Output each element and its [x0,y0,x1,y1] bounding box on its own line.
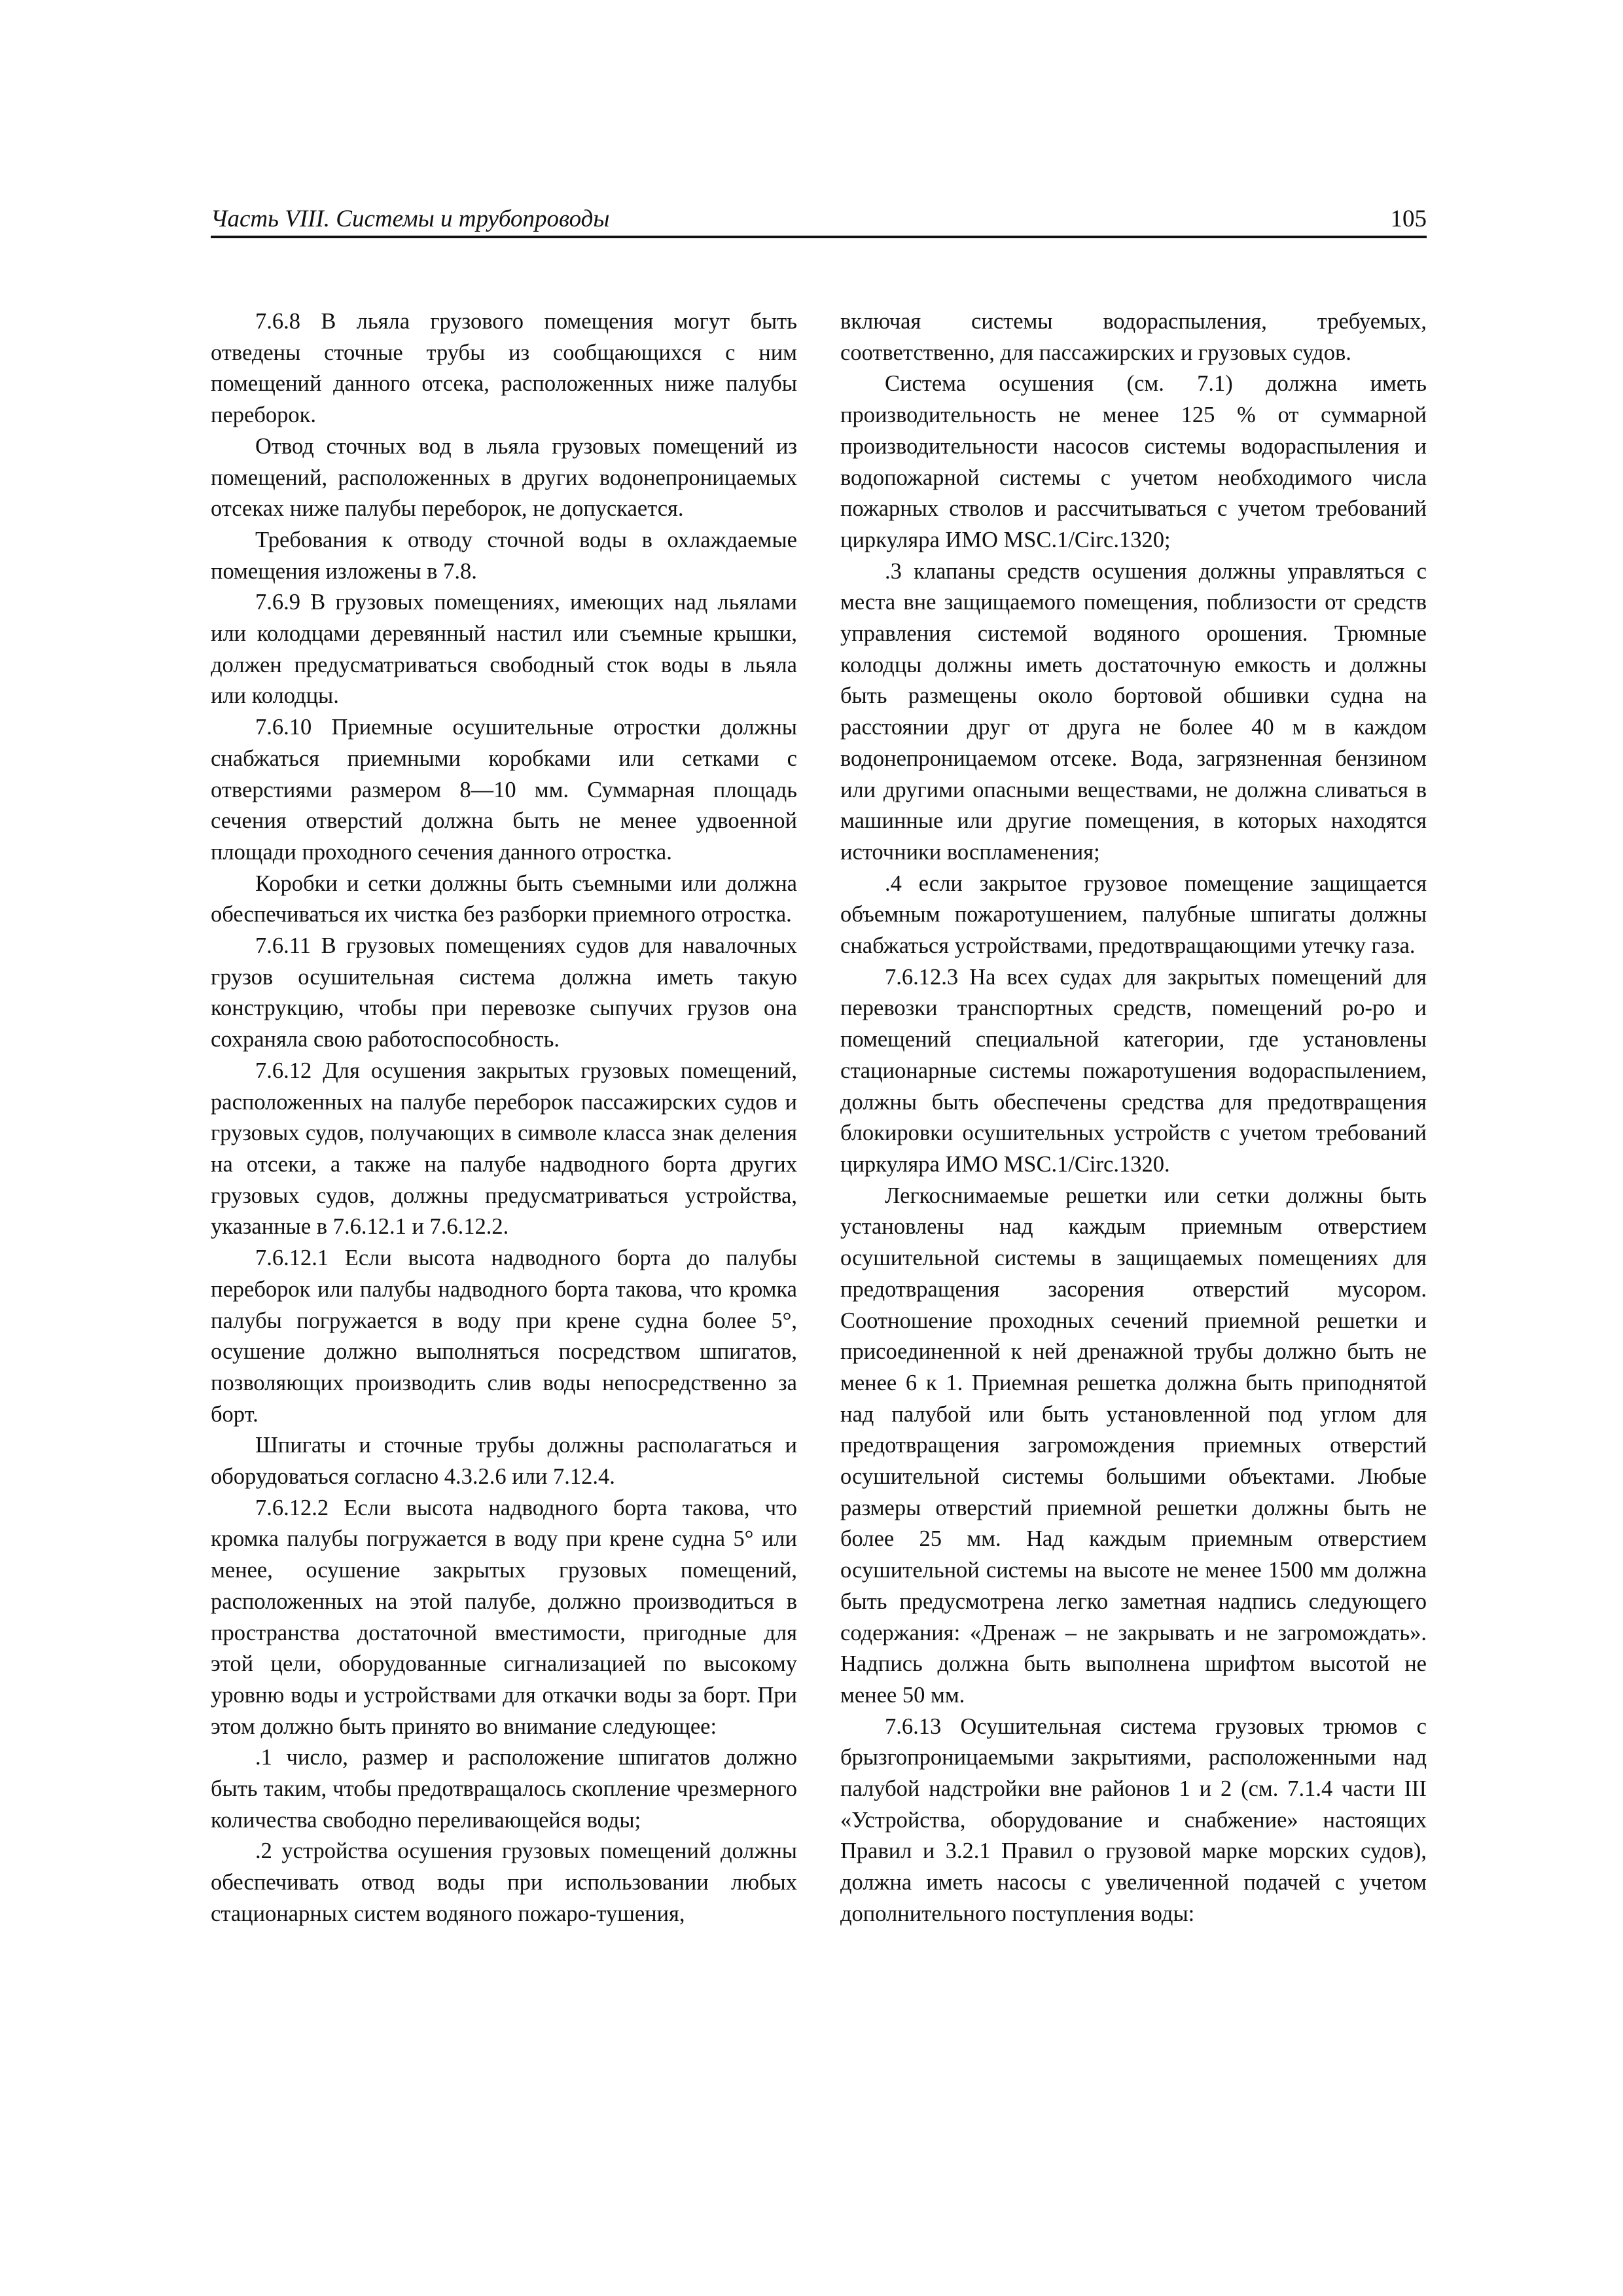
list-item-1: .1 число, размер и расположение шпигатов должно быть таким, чтобы предотвращалось скопление чрезмерного количества свободно переливающейся воды; [211,1745,797,1833]
paragraph-7-6-8: 7.6.8 В льяла грузового помещения могут быть отведены сточные трубы из сообщающихся с ним помещений данного отсека, расположенных ниже палубы переборок. [211,309,797,428]
list-item-2: .2 устройства осушения грузовых помещений должны обеспечивать отвод воды при использовании любых стационарных систем водяного пожаро-тушения, [211,1839,797,1926]
paragraph: Отвод сточных вод в льяла грузовых помещений из помещений, расположенных в других водонепроницаемых отсеках ниже палубы переборок, не допускается. [211,433,797,522]
left-column [211,306,797,1930]
running-title: Часть VIII. Системы и трубопроводы [211,206,610,232]
paragraph: Легкоснимаемые решетки или сетки должны быть установлены над каждым приемным отверстием осушительной системы в защищаемых помещениях для предотвращения засорения отверстий мусором. Соотношение проходных сечений приемной решетки и присоединенной к ней дренажной трубы должно быть не менее 6 к 1. Приемная решетка должна быть приподнятой над палубой или быть установленной под углом для предотвращения загромождения приемных отверстий осушительной системы большими объектами. Любые размеры отверстий приемной решетки должны быть не более 25 мм. Над каждым приемным отверстием осушительной системы на высоте не менее 1500 мм должна быть предусмотрена легко заметная надпись следующего содержания: «Дренаж – не закрывать и не загромождать». Надпись должна быть выполнена шрифтом высотой не менее 50 мм. [840,1183,1427,1708]
page-header [211,202,1427,238]
paragraph-7-6-12-2: 7.6.12.2 Если высота надводного борта такова, что кромка палубы погружается в воду при крене судна 5° или менее, осушение закрытых грузовых помещений, расположенных на этой палубе, должно производиться в пространства достаточной вместимости, пригодные для этой цели, оборудованные сигнализацией по высокому уровню воды и устройствами для откачки воды за борт. При этом должно быть принято во внимание следующее: [211,1495,797,1739]
paragraph-7-6-10: 7.6.10 Приемные осушительные отростки должны снабжаться приемными коробками или сетками с отверстиями размером 8—10 мм. Суммарная площадь сечения отверстий должна быть не менее удвоенной площади проходного сечения данного отростка. [211,715,797,865]
paragraph: Шпигаты и сточные трубы должны располагаться и оборудоваться согласно 4.3.2.6 или 7.12.4. [211,1433,797,1490]
page-number: 105 [1390,206,1427,232]
paragraph: Коробки и сетки должны быть съемными или должна обеспечиваться их чистка без разборки приемного отростка. [211,870,797,927]
paragraph-7-6-12-3: 7.6.12.3 На всех судах для закрытых помещений для перевозки транспортных средств, помещений ро-ро и помещений специальной категории, где установлены стационарные системы пожаротушения водораспылением, должны быть обеспечены средства для предотвращения блокировки осушительных устройств с учетом требований циркуляра ИМО MSC.1/Circ.1320. [840,964,1427,1177]
right-column [840,306,1427,1930]
paragraph-7-6-12-1: 7.6.12.1 Если высота надводного борта до палубы переборок или палубы надводного борта такова, что кромка палубы погружается в воду при крене судна более 5°, осушение должно выполняться посредством шпигатов, позволяющих производить слив воды непосредственно за борт. [211,1246,797,1427]
paragraph-7-6-12: 7.6.12 Для осушения закрытых грузовых помещений, расположенных на палубе переборок пассажирских судов и грузовых судов, получающих в символе класса знак деления на отсеки, а также на палубе надводного борта других грузовых судов, должны предусматриваться устройства, указанные в 7.6.12.1 и 7.6.12.2. [211,1058,797,1240]
list-item-3: .3 клапаны средств осушения должны управляться с места вне защищаемого помещения, поблизости от средств управления системой водяного орошения. Трюмные колодцы должны иметь достаточную емкость и должны быть размещены около бортовой обшивки судна на расстоянии друг от друга не более 40 м в каждом водонепроницаемом отсеке. Вода, загрязненная бензином или другими опасными веществами, не должна сливаться в машинные или другие помещения, в которых находятся источники воспламенения; [840,558,1427,865]
paragraph-7-6-11: 7.6.11 В грузовых помещениях судов для навалочных грузов осушительная система должна иметь такую конструкцию, чтобы при перевозке сыпучих грузов она сохраняла свою работоспособность. [211,933,797,1052]
list-item-4: .4 если закрытое грузовое помещение защищается объемным пожаротушением, палубные шпигаты должны снабжаться устройствами, предотвращающими утечку газа. [840,870,1427,959]
paragraph: Требования к отводу сточной воды в охлаждаемые помещения изложены в 7.8. [211,527,797,584]
paragraph-7-6-13: 7.6.13 Осушительная система грузовых трюмов с брызгопроницаемыми закрытиями, расположенными над палубой надстройки вне районов 1 и 2 (см. 7.1.4 части III «Устройства, оборудование и снабжение» настоящих Правил и 3.2.1 Правил о грузовой марке морских судов), должна иметь насосы с увеличенной подачей с учетом дополнительного поступления воды: [840,1713,1427,1926]
paragraph-7-6-9: 7.6.9 В грузовых помещениях, имеющих над льялами или колодцами деревянный настил или съемные крышки, должен предусматриваться свободный сток воды в льяла или колодцы. [211,590,797,709]
paragraph: Система осушения (см. 7.1) должна иметь производительность не менее 125 % от суммарной производительности насосов системы водораспыления и водопожарной системы с учетом необходимого числа пожарных стволов и рассчитываться с учетом требований циркуляра ИМО MSC.1/Circ.1320; [840,371,1427,552]
paragraph-continued: включая системы водораспыления, требуемых, соответственно, для пассажирских и грузовых судов. [840,309,1427,365]
